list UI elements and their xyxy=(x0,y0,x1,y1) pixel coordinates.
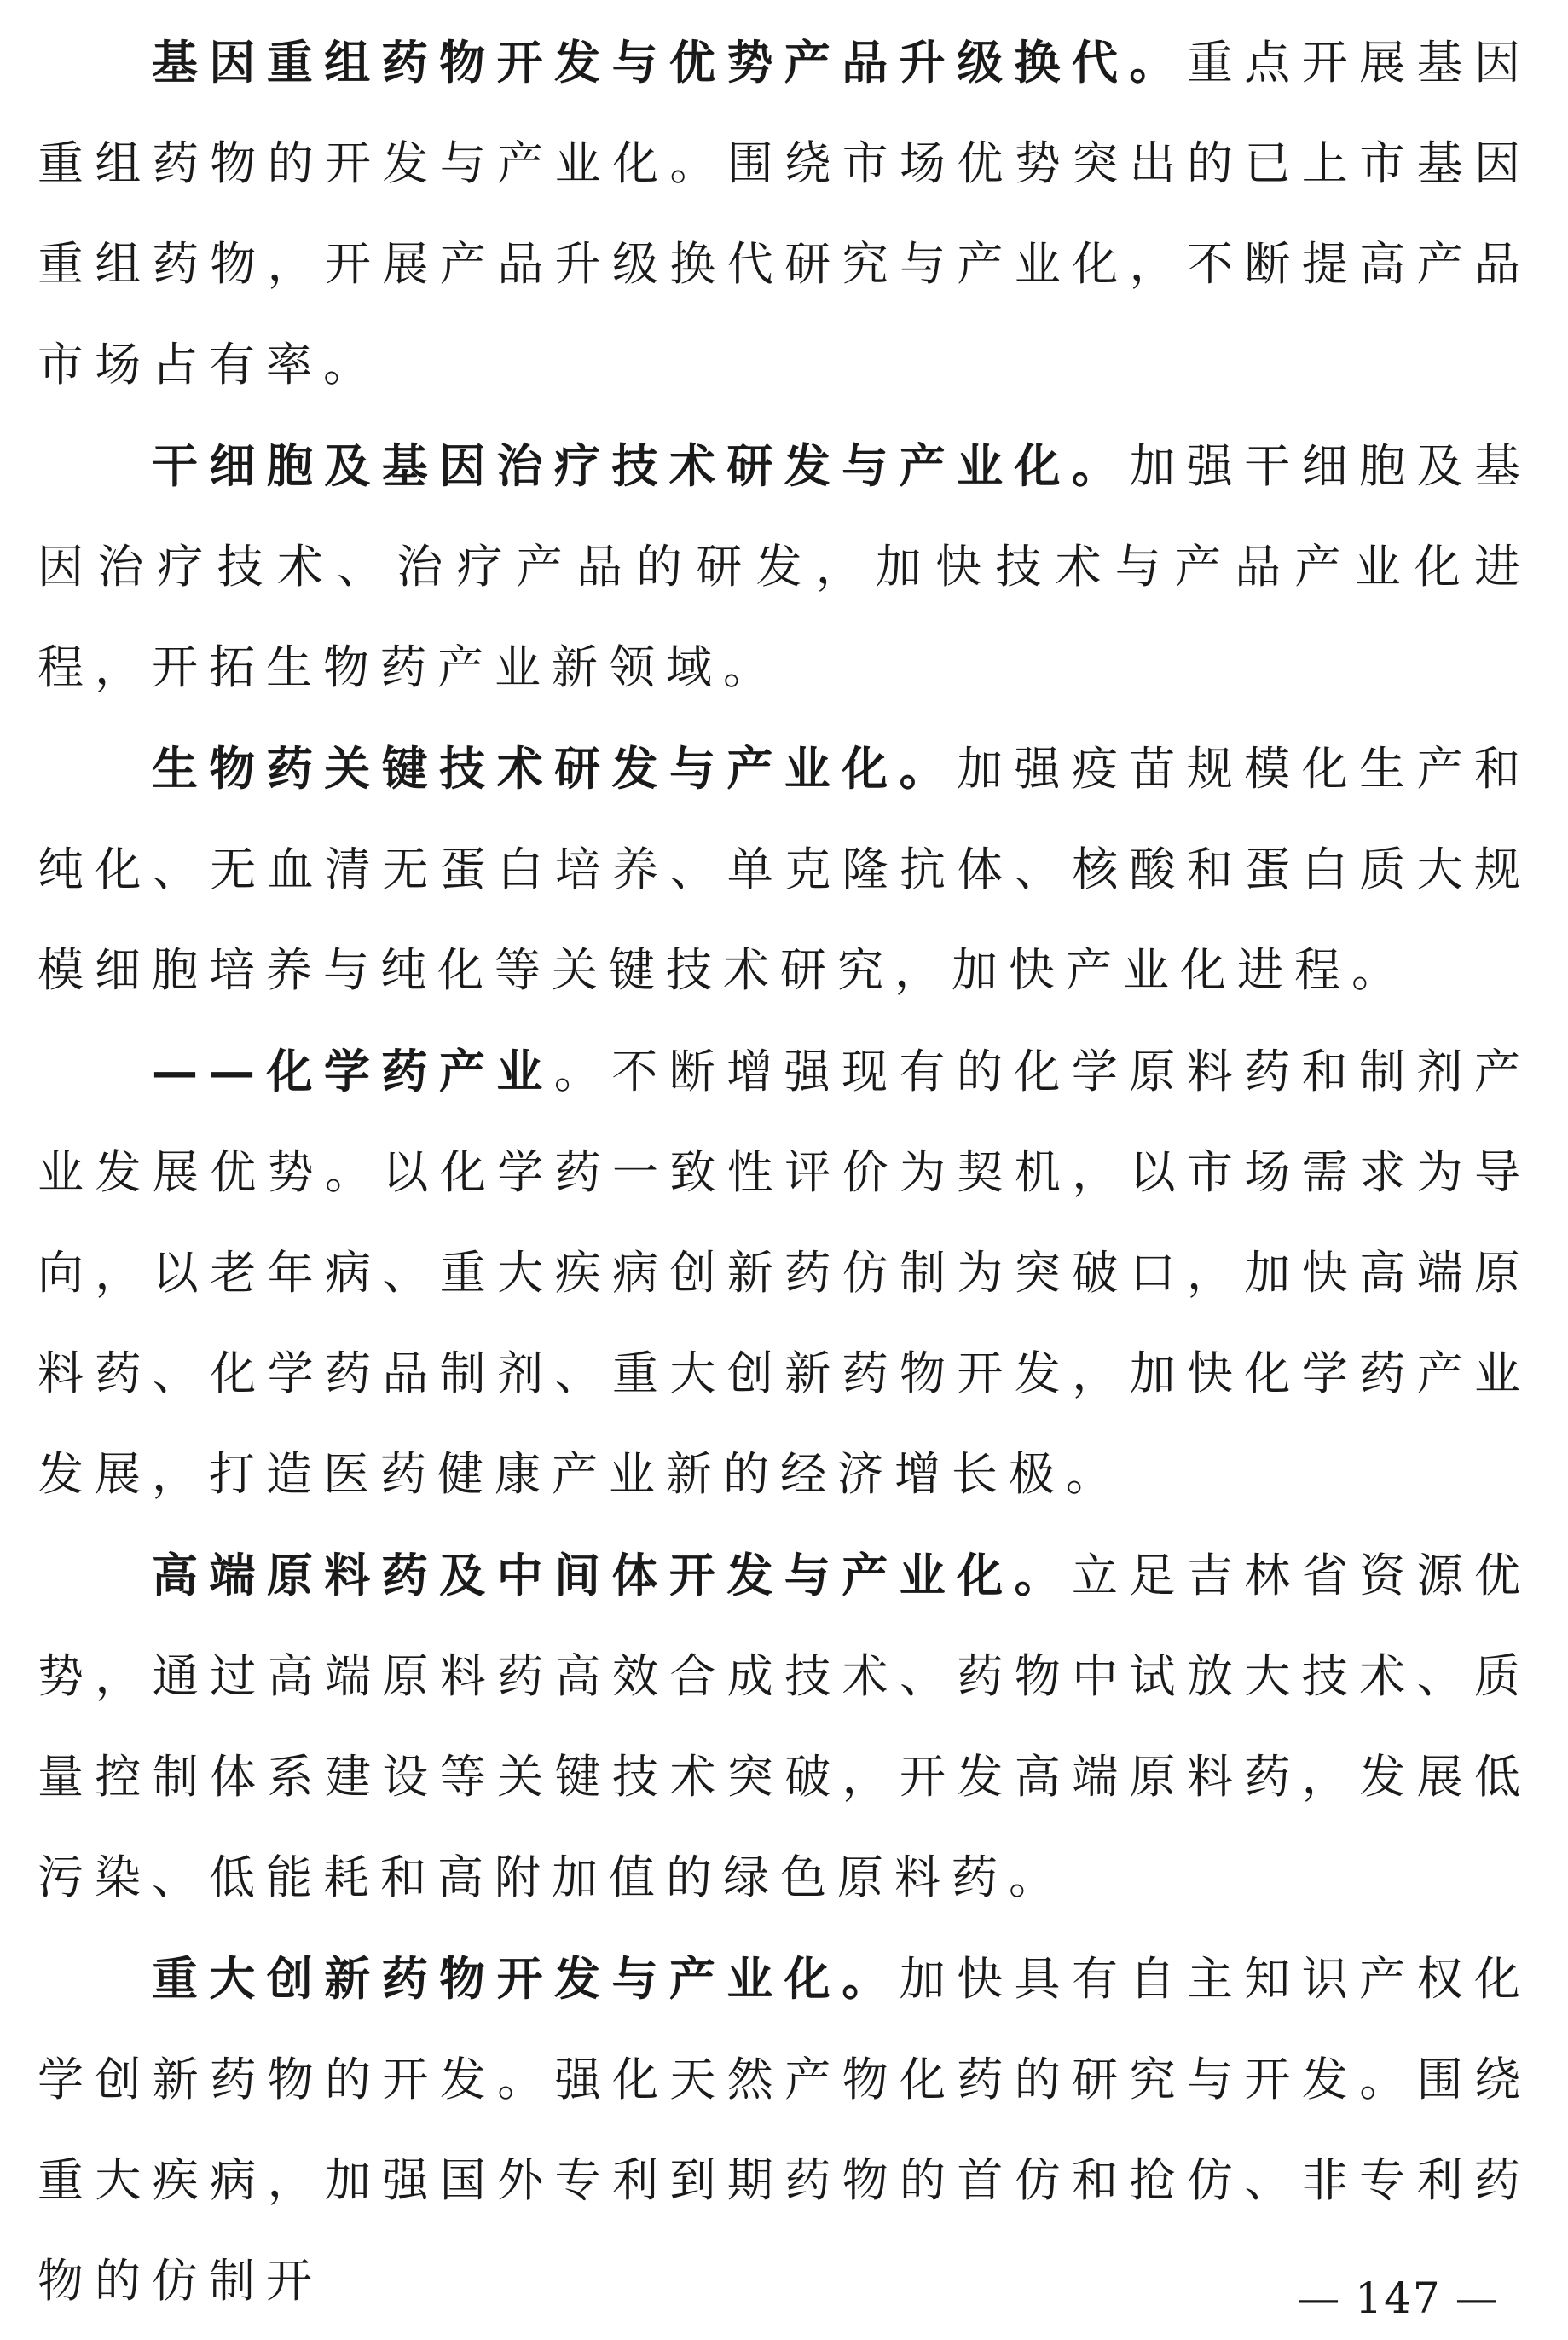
paragraph-heading: 高端原料药及中间体开发与产业化。 xyxy=(152,1548,1072,1602)
paragraph-heading: 基因重组药物开发与优势产品升级换代。 xyxy=(152,35,1187,90)
paragraph-heading: 重大创新药物开发与产业化。 xyxy=(152,1951,900,2006)
paragraph xyxy=(38,1525,1531,1928)
paragraph-text: 加强干细胞及基因治疗技术、治疗产品的研发，加快技术与产品产业化进程，开拓生物药产业新领域。 xyxy=(38,439,1531,694)
section-heading: ——化学药产业 xyxy=(152,1044,554,1098)
paragraph-text: 加快具有自主知识产权化学创新药物的开发。强化天然产物化药的研究与开发。围绕重大疾病，加强国外专利到期药物的首仿和抢仿、非专利药物的仿制开 xyxy=(38,1952,1532,2308)
paragraph-text: 立足吉林省资源优势，通过高端原料药高效合成技术、药物中试放大技术、质量控制体系建设等关键技术突破，开发高端原料药，发展低污染、低能耗和高附加值的绿色原料药。 xyxy=(38,1549,1532,1904)
page-number: 147 xyxy=(1355,2273,1442,2323)
paragraph xyxy=(38,1928,1531,2331)
page-number-dash-right: — xyxy=(1455,2273,1500,2323)
paragraph xyxy=(38,718,1531,1021)
paragraph xyxy=(38,12,1531,415)
paragraph-text: 加强疫苗规模化生产和纯化、无血清无蛋白培养、单克隆抗体、核酸和蛋白质大规模细胞培养与纯化等关键技术研究，加快产业化进程。 xyxy=(38,742,1532,997)
paragraph-text: 。不断增强现有的化学原料药和制剂产业发展优势。以化学药一致性评价为契机，以市场需求为导向，以老年病、重大疾病创新药仿制为突破口，加快高端原料药、化学药品制剂、重大创新药物开发，加快化学药产业发展，打造医药健康产业新的经济增长极。 xyxy=(38,1045,1532,1501)
paragraph xyxy=(38,415,1531,718)
paragraph-heading: 生物药关键技术研发与产业化。 xyxy=(152,741,958,796)
paragraph-text: 重点开展基因重组药物的开发与产业化。围绕市场优势突出的已上市基因重组药物，开展产品升级换代研究与产业化，不断提高产品市场占有率。 xyxy=(38,36,1532,391)
page-number-footer xyxy=(1262,2273,1535,2324)
document-body xyxy=(38,12,1531,2331)
paragraph-heading: 干细胞及基因治疗技术研发与产业化。 xyxy=(152,438,1130,493)
page-number-dash-left: — xyxy=(1297,2273,1342,2323)
paragraph xyxy=(38,1021,1531,1525)
